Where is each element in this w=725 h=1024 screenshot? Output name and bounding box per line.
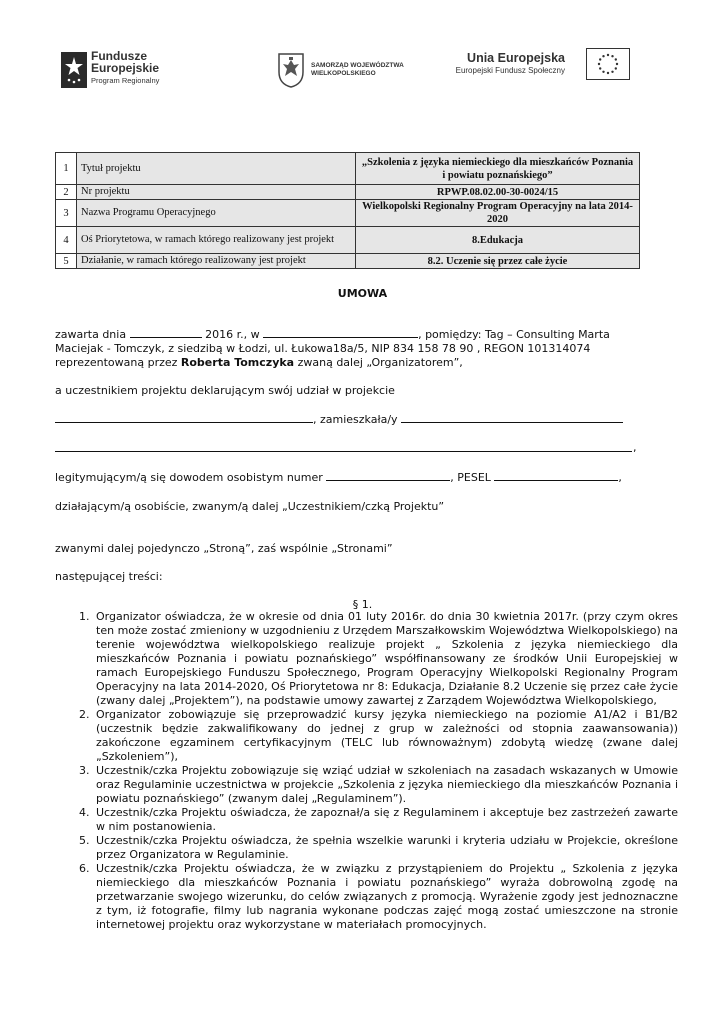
section-heading: § 1. <box>352 598 373 611</box>
parties-paragraph <box>55 327 640 370</box>
table-row <box>56 227 640 254</box>
parties-line-1 <box>55 327 640 342</box>
participant-name-line <box>55 412 640 427</box>
acting-personally: działającym/ą osobiście, zwanym/ą dalej „Uczestnikiem/czką Projektu” <box>55 500 445 513</box>
address-continuation-blank[interactable] <box>55 451 632 452</box>
list-item: 5. Uczestnik/czka Projektu oświadcza, że spełnia wszelkie warunki i kryteria udziału w Projekcie, określone przez Organizatora w Regulaminie. <box>93 834 678 862</box>
text-zamieszkala: , zamieszkała/y <box>313 413 398 426</box>
samorzad-logo <box>273 52 413 92</box>
row-label: Nr projektu <box>77 185 356 200</box>
text-pesel: , PESEL <box>450 471 491 484</box>
row-value: RPWP.08.02.00-30-0024/15 <box>356 185 640 200</box>
eagle-crest-icon <box>277 52 305 88</box>
representative-name: Roberta Tomczyka <box>180 356 295 369</box>
text-organizator: zwaną dalej „Organizatorem”, <box>297 356 463 369</box>
list-item: 3. Uczestnik/czka Projektu zobowiązuje się wziąć udział w szkoleniach na zasadach wskazanych w Umowie oraz Regulaminie uczestnictwa w projekcie „Szkolenia z języka niemieckiego dla mieszkańców Poznania i powiatu poznańskiego” (zwanym dalej „Regulaminem”). <box>93 764 678 806</box>
sw-line-1: SAMORZĄD WOJEWÓDZTWA <box>311 62 404 69</box>
row-value: 8.2. Uczenie się przez całe życie <box>356 254 640 269</box>
fe-line-3: Program Regionalny <box>91 76 160 85</box>
row-label: Nazwa Programu Operacyjnego <box>77 200 356 227</box>
list-item: 2. Organizator zobowiązuje się przeprowadzić kursy języka niemieckiego na poziomie A1/A2 i B1/B2 (uczestnik będzie zakwalifikowany do jednej z grup w zależności od stopnia zaawansowania)) zakończone egzaminem certyfikacyjnym (TELC lub równoważnym) zdobytą wiedzę (zwane dalej „Szkoleniem”), <box>93 708 678 764</box>
ue-line-1: Unia Europejska <box>467 51 565 65</box>
eu-flag-icon <box>586 48 630 80</box>
text-dowod: legitymującym/ą się dowodem osobistym numer <box>55 471 323 484</box>
row-number: 3 <box>56 200 77 227</box>
row-label: Tytuł projektu <box>77 153 356 185</box>
date-blank[interactable] <box>130 327 202 338</box>
id-line <box>55 470 640 485</box>
text-year: 2016 r., w <box>205 328 260 341</box>
table-row <box>56 254 640 269</box>
list-item: 6. Uczestnik/czka Projektu oświadcza, że w związku z przystąpieniem do Projektu „ Szkolenia z języka niemieckiego dla mieszkańców Poznania i powiatu poznańskiego” wyraża dobrowolną zgodę na przetwarzanie swojego wizerunku, do celów związanych z promocją. Wyrażenie zgody jest jednoznaczne z tym, iż fotografie, filmy lub nagrania wykonane podczas zajęć mogą zostać umieszczone na stronie internetowej projektu oraz wykorzystane w materiałach promocyjnych. <box>93 862 678 932</box>
sw-line-2: WIELKOPOLSKIEGO <box>311 70 376 77</box>
row-value: 8.Edukacja <box>356 227 640 254</box>
fe-line-1: Fundusze <box>91 49 147 63</box>
row-value: Wielkopolski Regionalny Program Operacyjny na lata 2014-2020 <box>356 200 640 227</box>
document-title: UMOWA <box>337 287 388 300</box>
row-number: 2 <box>56 185 77 200</box>
parties-line-2: Maciejak - Tomczyk, z siedzibą w Łodzi, ul. Łukowa18a/5, NIP 834 158 78 90 , REGON 101314074 <box>55 342 591 355</box>
ue-line-2: Europejski Fundusz Społeczny <box>455 66 565 75</box>
row-number: 5 <box>56 254 77 269</box>
row-label: Oś Priorytetowa, w ramach którego realizowany jest projekt <box>77 227 356 254</box>
row-number: 1 <box>56 153 77 185</box>
address-blank[interactable] <box>401 412 623 423</box>
fundusze-europejskie-logo <box>55 44 225 104</box>
fe-line-2: Europejskie <box>91 61 160 75</box>
list-item: 4. Uczestnik/czka Projektu oświadcza, że zapoznał/a się z Regulaminem i akceptuje bez zastrzeżeń zawarte w nim postanowienia. <box>93 806 678 834</box>
parties-line-3 <box>55 356 640 370</box>
fundusze-star-icon <box>61 52 87 88</box>
row-label: Działanie, w ramach którego realizowany jest projekt <box>77 254 356 269</box>
row-number: 4 <box>56 227 77 254</box>
parties-definition: zwanymi dalej pojedynczo „Stroną”, zaś wspólnie „Stronami” <box>55 542 393 555</box>
text-zawarta: zawarta dnia <box>55 328 127 341</box>
project-info-table <box>55 152 640 269</box>
header-logos <box>55 40 645 110</box>
table-row <box>56 153 640 185</box>
place-blank[interactable] <box>263 327 418 338</box>
row-value: „Szkolenia z języka niemieckiego dla mieszkańców Poznania i powiatu poznańskiego” <box>356 153 640 185</box>
table-row <box>56 185 640 200</box>
pesel-blank[interactable] <box>494 470 618 481</box>
text-pomiedzy: , pomiędzy: Tag – Consulting Marta <box>418 328 610 341</box>
text-comma: , <box>618 471 622 484</box>
clauses-list <box>55 610 678 932</box>
address-comma: , <box>633 441 637 454</box>
list-item: 1. Organizator oświadcza, że w okresie od dnia 01 luty 2016r. do dnia 30 kwietnia 2017r. (przy czym okres ten może zostać zmieniony w uzgodnieniu z Urzędem Marszałkowskim Województwa Wielkopolskiego) na terenie województwa wielkopolskiego realizuje projekt „ Szkolenia z języka niemieckiego dla mieszkańców Poznania i powiatu poznańskiego” współfinansowany ze środków Unii Europejskiej w ramach Europejskiego Funduszu Społecznego, Program Operacyjny Wielkopolski Regionalny Program Operacyjny na lata 2014-2020, Oś Priorytetowa nr 8: Edukacja, Działanie 8.2 Uczenie się przez całe życie (zwany dalej „Projektem”), na podstawie umowy zawartej z Zarządem Województwa Wielkopolskiego, <box>93 610 678 708</box>
table-row <box>56 200 640 227</box>
unia-europejska-logo <box>450 46 650 96</box>
text-reprezentowana: reprezentowaną przez <box>55 356 178 369</box>
participant-name-blank[interactable] <box>55 412 313 423</box>
following-content: następującej treści: <box>55 570 163 583</box>
id-number-blank[interactable] <box>326 470 450 481</box>
participant-intro: a uczestnikiem projektu deklarującym swój udział w projekcie <box>55 384 395 397</box>
